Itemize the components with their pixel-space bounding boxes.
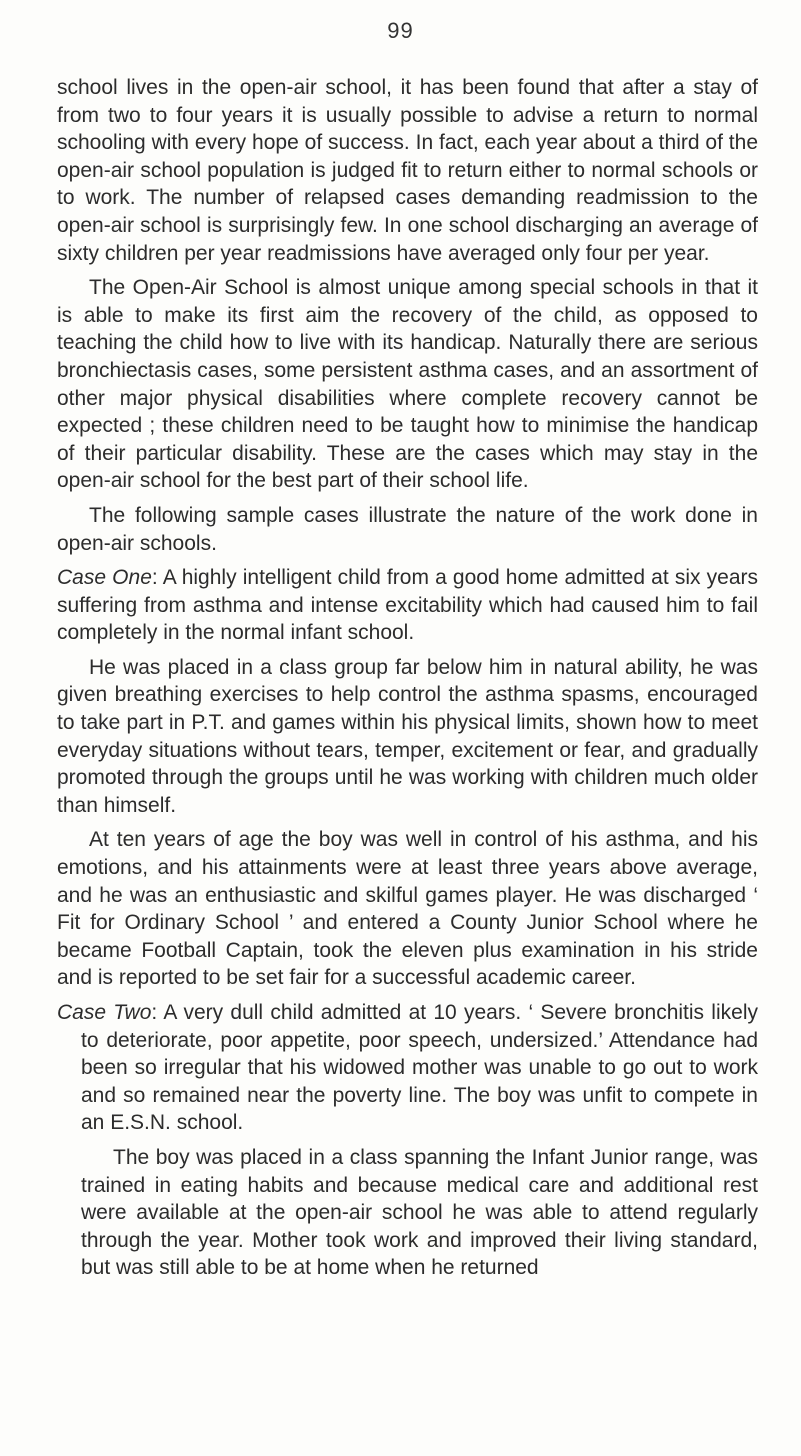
case-one-paragraph (57, 564, 758, 647)
paragraph-continuation: school lives in the open-air school, it has been found that after a stay of from two to four years it is usually possible to advise a return to normal schooling with every hope of success. In fact, each year about a third of the open-air school population is judged fit to return either to normal schools or to work. The number of relapsed cases demanding readmission to the open-air school is surprisingly few. In one school discharging an average of sixty children per year readmissions have averaged only four per year. (57, 76, 758, 265)
paragraph-open-air-school: The Open-Air School is almost unique among special schools in that it is able to make its first aim the recovery of the child, as opposed to teaching the child how to live with its handicap. Naturally there are serious bronchiectasis cases, some persistent asthma cases, and an assortment of other major physical disabilities where complete recovery cannot be expected ; these children need to be taught how to minimise the handicap of their particular disability. These are the cases which may stay in the open-air school for the best part of their school life. (57, 276, 758, 493)
case-two-treatment: The boy was placed in a class spanning the Infant Junior range, was trained in eating habits and because medical care and additional rest were available at the open-air school he was able to attend regularly through the year. Mother took work and improved their living standard, but was still able to be at home when he returned (81, 1145, 758, 1280)
case-two-paragraph (57, 999, 758, 1137)
case-one-outcome: At ten years of age the boy was well in control of his asthma, and his emotions, and his attainments were at least three years above average, and he was an enthusiastic and skilful games player. He was discharged ‘ Fit for Ordinary School ’ and entered a County Junior School where he became Football Captain, took the eleven plus examination in his stride and is reported to be set fair for a successful academic career. (57, 828, 758, 990)
page-number: 99 (387, 18, 414, 43)
case-two-text: : A very dull child admitted at 10 years. ‘ Severe bronchitis likely to deteriorate, poor appetite, poor speech, undersized.’ Attendance had been so irregular that his widowed mother was unable to go out to work and so remained near the poverty line. The boy was unfit to compete in an E.S.N. school. (81, 1001, 758, 1135)
case-one-treatment: He was placed in a class group far below him in natural ability, he was given breathing exercises to help control the asthma spasms, encouraged to take part in P.T. and games within his physical limits, shown how to meet everyday situations without tears, temper, excitement or fear, and gradually promoted through the groups until he was working with children much older than himself. (57, 655, 758, 817)
paragraph-sample-cases-intro: The following sample cases illustrate the nature of the work done in open-air schools. (57, 503, 758, 555)
case-one-text: : A highly intelligent child from a good home admitted at six years suffering from asthma and intense excitability which had caused him to fail completely in the normal infant school. (57, 566, 758, 645)
page-body (57, 74, 758, 1289)
case-two-title: Case Two (57, 1001, 152, 1024)
case-one-title: Case One (57, 566, 152, 590)
